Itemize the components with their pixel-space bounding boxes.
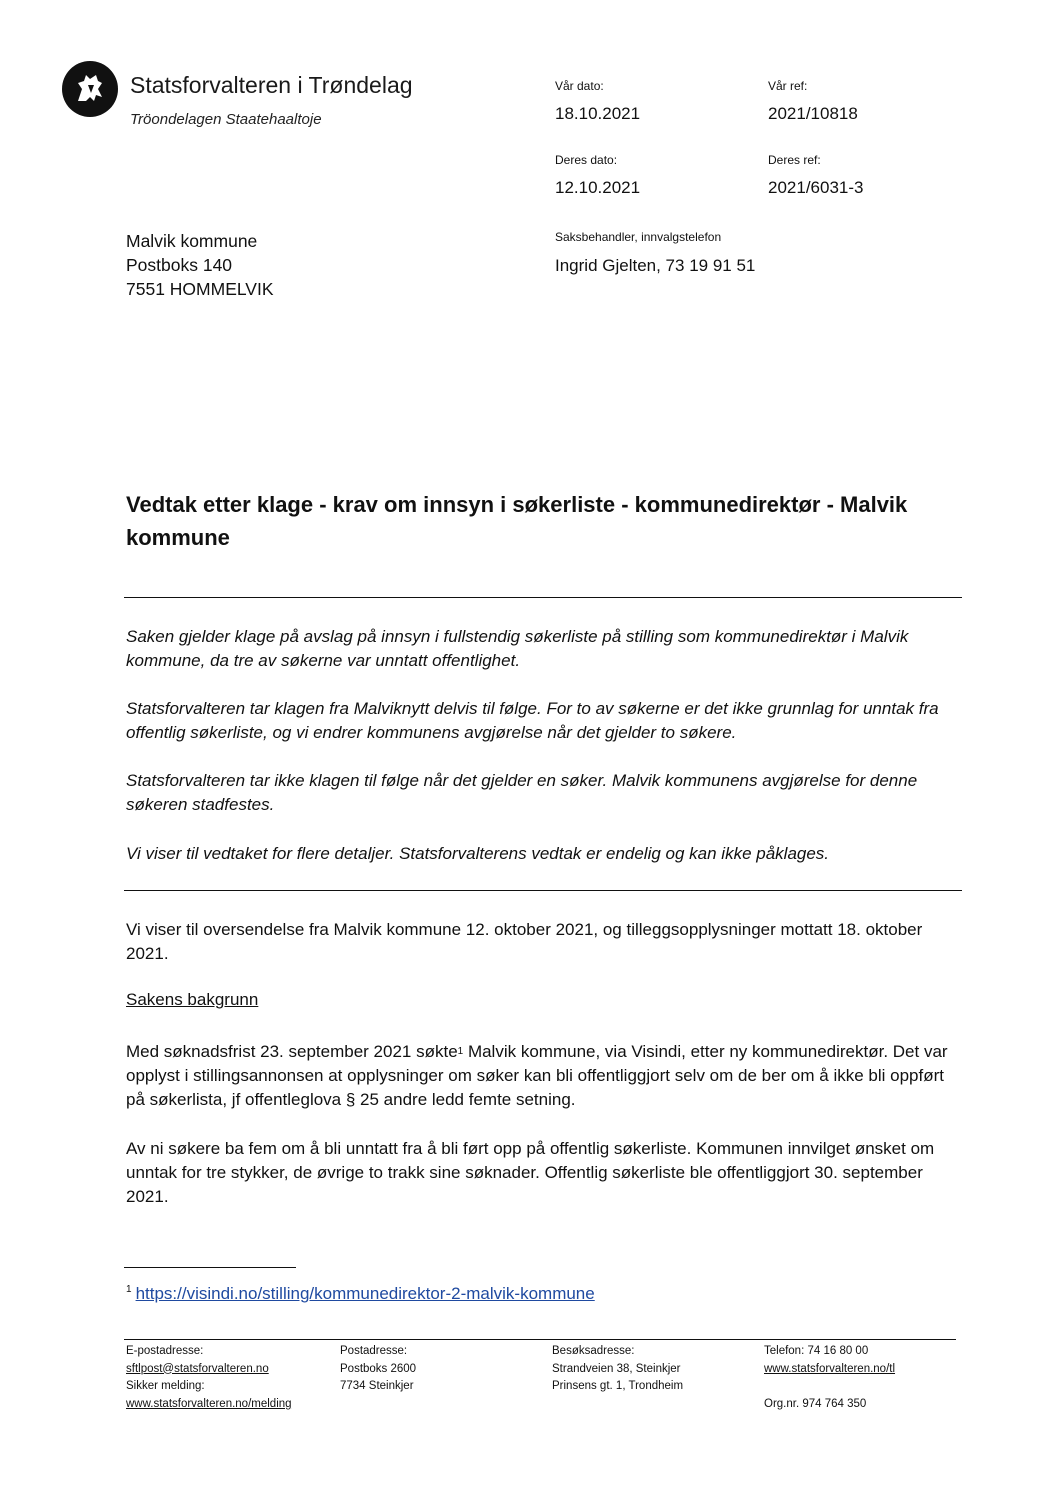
epost-label: E-postadresse: xyxy=(126,1345,204,1357)
recipient-line-2: Postboks 140 xyxy=(126,255,233,275)
coat-of-arms-lion-icon xyxy=(62,61,118,117)
document-title: Vedtak etter klage - krav om innsyn i søkerliste - kommunedirektør - Malvik kommune xyxy=(126,492,908,550)
footer-contact xyxy=(126,1343,292,1413)
summary-paragraph: Saken gjelder klage på avslag på innsyn i fullstendig søkerliste på stilling som kommunedirektør i Malvik kommune, da tre av søkerne var unntatt offentlighet. xyxy=(126,627,909,670)
epost-link[interactable]: sftlpost@statsforvalteren.no xyxy=(126,1362,269,1375)
post-line-2: 7734 Steinkjer xyxy=(340,1380,414,1392)
footer-visit xyxy=(552,1343,683,1396)
var-ref-label: Vår ref: xyxy=(768,79,808,93)
deres-ref: 2021/6031-3 xyxy=(768,178,864,197)
orgnr: Org.nr. 974 764 350 xyxy=(764,1397,867,1410)
paragraph-text: Malvik kommune, via Visindi, etter ny kommunedirektør. Det var opplyst i stillingsannonsen at opplysninger om søker kan bli offentliggjort selv om de ber om å ikke bli oppført på søkerlista, jf offentleglova § 25 andre ledd femte setning. xyxy=(126,1042,948,1109)
divider xyxy=(124,890,962,891)
post-label: Postadresse: xyxy=(340,1345,408,1357)
telefon: Telefon: 74 16 80 00 xyxy=(764,1345,869,1357)
footer-phone xyxy=(764,1343,895,1413)
saksbehandler: Ingrid Gjelten, 73 19 91 51 xyxy=(555,256,756,275)
org-name: Statsforvalteren i Trøndelag xyxy=(130,72,413,98)
footnote-number: 1 xyxy=(126,1284,132,1295)
summary-paragraph: Statsforvalteren tar klagen fra Malviknytt delvis til følge. For to av søkerne er det ikke grunnlag for unntak fra offentlig søkerliste, og vi endrer kommunens avgjørelse når det gjelder to søkere. xyxy=(126,699,939,742)
background-paragraph-2: Av ni søkere ba fem om å bli unntatt fra å bli ført opp på offentlig søkerliste. Kommunen innvilget ønsket om unntak for tre stykker, de øvrige to trakk sine søknader. Offentlig søkerliste ble offentliggjort 30. september 2021. xyxy=(126,1139,935,1206)
footer-postal xyxy=(340,1343,416,1396)
recipient-line-3: 7551 HOMMELVIK xyxy=(126,279,274,299)
recipient-line-1: Malvik kommune xyxy=(126,231,258,251)
deres-ref-label: Deres ref: xyxy=(768,153,821,167)
var-dato-label: Vår dato: xyxy=(555,79,604,93)
footnote-link[interactable]: https://visindi.no/stilling/kommunedirektor-2-malvik-kommune xyxy=(135,1284,595,1303)
post-line-1: Postboks 2600 xyxy=(340,1362,417,1375)
var-dato: 18.10.2021 xyxy=(555,104,641,123)
divider xyxy=(124,597,962,598)
web-link[interactable]: www.statsforvalteren.no/tl xyxy=(764,1362,896,1375)
section-heading: Sakens bakgrunn xyxy=(126,990,259,1009)
besok-line-2: Prinsens gt. 1, Trondheim xyxy=(552,1380,684,1392)
org-subtitle: Tröondelagen Staatehaaltoje xyxy=(130,111,322,128)
besok-line-1: Strandveien 38, Steinkjer xyxy=(552,1362,681,1375)
background-paragraph-1 xyxy=(126,1040,956,1112)
intro-paragraph: Vi viser til oversendelse fra Malvik kommune 12. oktober 2021, og tilleggsopplysninger mottatt 18. oktober 2021. xyxy=(126,920,923,963)
besok-label: Besøksadresse: xyxy=(552,1345,635,1357)
footnote-ref[interactable]: 1 xyxy=(457,1046,464,1057)
deres-dato: 12.10.2021 xyxy=(555,178,641,197)
var-ref: 2021/10818 xyxy=(768,104,858,123)
footnote xyxy=(126,1284,595,1304)
summary-paragraph: Vi viser til vedtaket for flere detaljer. Statsforvalterens vedtak er endelig og kan ikke påklages. xyxy=(126,844,830,863)
recipient-address xyxy=(126,229,274,301)
sikker-label: Sikker melding: xyxy=(126,1380,205,1392)
paragraph-text: Med søknadsfrist 23. september 2021 søkte xyxy=(126,1042,458,1061)
deres-dato-label: Deres dato: xyxy=(555,153,618,167)
saksbehandler-label: Saksbehandler, innvalgstelefon xyxy=(555,230,722,244)
summary-paragraph: Statsforvalteren tar ikke klagen til følge når det gjelder en søker. Malvik kommunens avgjørelse for denne søkeren stadfestes. xyxy=(126,771,918,814)
footer-divider xyxy=(124,1339,956,1340)
sikker-link[interactable]: www.statsforvalteren.no/melding xyxy=(126,1397,292,1410)
footnote-divider xyxy=(124,1267,296,1268)
